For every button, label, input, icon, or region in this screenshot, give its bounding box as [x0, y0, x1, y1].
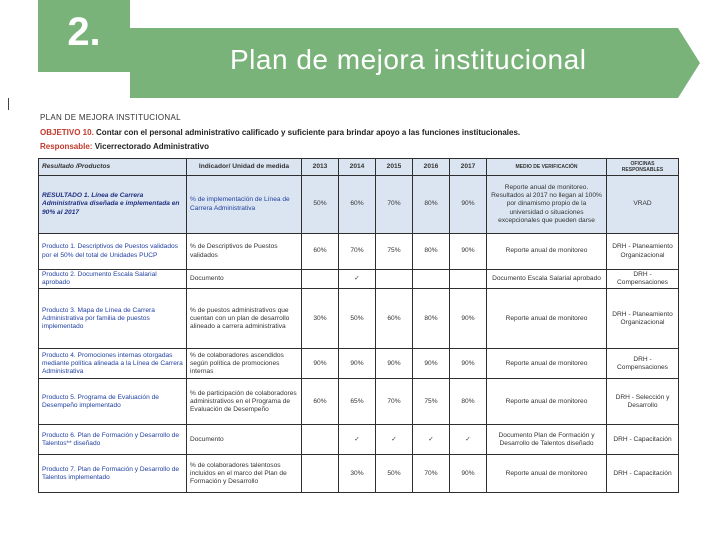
table-cell: Reporte anual de monitoreo — [487, 234, 607, 270]
responsable-line — [40, 142, 209, 151]
table-cell: 90% — [450, 176, 487, 234]
divider — [8, 98, 9, 110]
table-cell: 90% — [450, 289, 487, 349]
doc-heading: PLAN DE MEJORA INSTITUCIONAL — [40, 113, 181, 122]
responsable-label: Responsable: — [40, 142, 93, 151]
table-cell: 80% — [450, 379, 487, 425]
table-cell: ✓ — [339, 425, 376, 455]
table-cell: ✓ — [413, 425, 450, 455]
col-header: 2017 — [450, 159, 487, 176]
table-cell: DRH - Capacitación — [607, 425, 679, 455]
table-row — [39, 349, 679, 379]
col-header: Resultado /Productos — [39, 159, 187, 176]
table-cell: % de puestos administrativos que cuentan con un plan de desarrollo alineado a carrera administrativa — [187, 289, 302, 349]
table-cell: DRH - Capacitación — [607, 455, 679, 493]
table-cell: Reporte anual de monitoreo. Resultados al 2017 no llegan al 100% por dinamismo propio de la universidad o situaciones excepcionales que pueden darse — [487, 176, 607, 234]
table-cell: % de colaboradores talentosos incluidos en el marco del Plan de Formación y Desarrollo — [187, 455, 302, 493]
table-cell: 80% — [413, 176, 450, 234]
table-cell: 70% — [339, 234, 376, 270]
table-cell: 75% — [413, 379, 450, 425]
table-cell: Producto 3. Mapa de Línea de Carrera Administrativa por familia de puestos implementado — [39, 289, 187, 349]
table-cell: 80% — [413, 234, 450, 270]
table-cell: DRH - Planeamiento Organizacional — [607, 289, 679, 349]
table-cell: 70% — [413, 455, 450, 493]
table-cell: 80% — [413, 289, 450, 349]
table-cell — [302, 455, 339, 493]
table-cell: 90% — [450, 234, 487, 270]
col-header: 2013 — [302, 159, 339, 176]
table-cell: 90% — [376, 349, 413, 379]
table-cell: RESULTADO 1. Línea de Carrera Administrativa diseñada e implementada en 90% al 2017 — [39, 176, 187, 234]
objetivo-text: Contar con el personal administrativo calificado y suficiente para brindar apoyo a las funciones institucionales. — [96, 128, 521, 137]
table-cell: DRH - Compensaciones — [607, 349, 679, 379]
col-header: 2016 — [413, 159, 450, 176]
table-cell: 90% — [450, 455, 487, 493]
table-cell: 60% — [339, 176, 376, 234]
table-cell: 60% — [376, 289, 413, 349]
table-cell: Producto 4. Promociones internas otorgadas mediante política alineada a la Línea de Carrera Administrativa — [39, 349, 187, 379]
slide-number-block — [38, 0, 130, 72]
table-cell: 30% — [302, 289, 339, 349]
slide-title: Plan de mejora institucional — [230, 44, 587, 75]
table-cell: % de Descriptivos de Puestos validados — [187, 234, 302, 270]
table-cell: % de colaboradores ascendidos según política de promociones internas — [187, 349, 302, 379]
table-cell — [450, 270, 487, 289]
col-header: MEDIO DE VERIFICACIÓN — [487, 159, 607, 176]
table-row — [39, 289, 679, 349]
table-cell: Documento — [187, 270, 302, 289]
table-cell: Documento — [187, 425, 302, 455]
col-header: OFICINAS RESPONSABLES — [607, 159, 679, 176]
table-row — [39, 379, 679, 425]
table-cell: VRAD — [607, 176, 679, 234]
table-cell: 70% — [376, 176, 413, 234]
table-cell: 50% — [376, 455, 413, 493]
table-cell: ✓ — [450, 425, 487, 455]
table-cell: ✓ — [339, 270, 376, 289]
table-cell: 50% — [302, 176, 339, 234]
table-cell: Reporte anual de monitoreo — [487, 379, 607, 425]
slide-number: 2. — [67, 10, 101, 54]
table-cell: Documento Plan de Formación y Desarrollo de Talentos diseñado — [487, 425, 607, 455]
objetivo-label: OBJETIVO 10. — [40, 128, 94, 137]
plan-table — [38, 158, 679, 493]
table-cell — [302, 425, 339, 455]
table-cell — [413, 270, 450, 289]
table-cell: Documento Escala Salarial aprobado — [487, 270, 607, 289]
table-cell: DRH - Planeamiento Organizacional — [607, 234, 679, 270]
table-cell: 60% — [302, 234, 339, 270]
table-cell: DRH - Selección y Desarrollo — [607, 379, 679, 425]
table-cell: Reporte anual de monitoreo — [487, 289, 607, 349]
table-cell — [376, 270, 413, 289]
table-cell: ✓ — [376, 425, 413, 455]
result-row — [39, 176, 679, 234]
table-row — [39, 270, 679, 289]
table-cell: Producto 1. Descriptivos de Puestos validados por el 50% del total de Unidades PUCP — [39, 234, 187, 270]
table-cell: Producto 2. Documento Escala Salarial aprobado — [39, 270, 187, 289]
table-cell — [302, 270, 339, 289]
col-header: 2014 — [339, 159, 376, 176]
col-header: 2015 — [376, 159, 413, 176]
table-cell: Producto 6. Plan de Formación y Desarrollo de Talentos** diseñado — [39, 425, 187, 455]
col-header: Indicador/ Unidad de medida — [187, 159, 302, 176]
table-cell: 75% — [376, 234, 413, 270]
table-cell: 30% — [339, 455, 376, 493]
table-cell: 90% — [339, 349, 376, 379]
table-cell: 90% — [302, 349, 339, 379]
table-cell: 90% — [413, 349, 450, 379]
table-row — [39, 234, 679, 270]
responsable-text: Vicerrectorado Administrativo — [94, 142, 209, 151]
table-cell: 70% — [376, 379, 413, 425]
table-cell: 90% — [450, 349, 487, 379]
table-header-row — [39, 159, 679, 176]
table-row — [39, 455, 679, 493]
table-cell: % de participación de colaboradores administrativos en el Programa de Evaluación de Desempeño — [187, 379, 302, 425]
table-cell: Reporte anual de monitoreo — [487, 349, 607, 379]
objetivo-line — [40, 128, 520, 137]
table-cell: 65% — [339, 379, 376, 425]
table-cell: Reporte anual de monitoreo — [487, 455, 607, 493]
table-cell: % de implementación de Línea de Carrera Administrativa — [187, 176, 302, 234]
table-cell: 60% — [302, 379, 339, 425]
table-cell: DRH - Compensaciones — [607, 270, 679, 289]
table-cell: Producto 7. Plan de Formación y Desarrollo de Talentos implementado — [39, 455, 187, 493]
table-row — [39, 425, 679, 455]
table-cell: 50% — [339, 289, 376, 349]
table-cell: Producto 5. Programa de Evaluación de Desempeño implementado — [39, 379, 187, 425]
